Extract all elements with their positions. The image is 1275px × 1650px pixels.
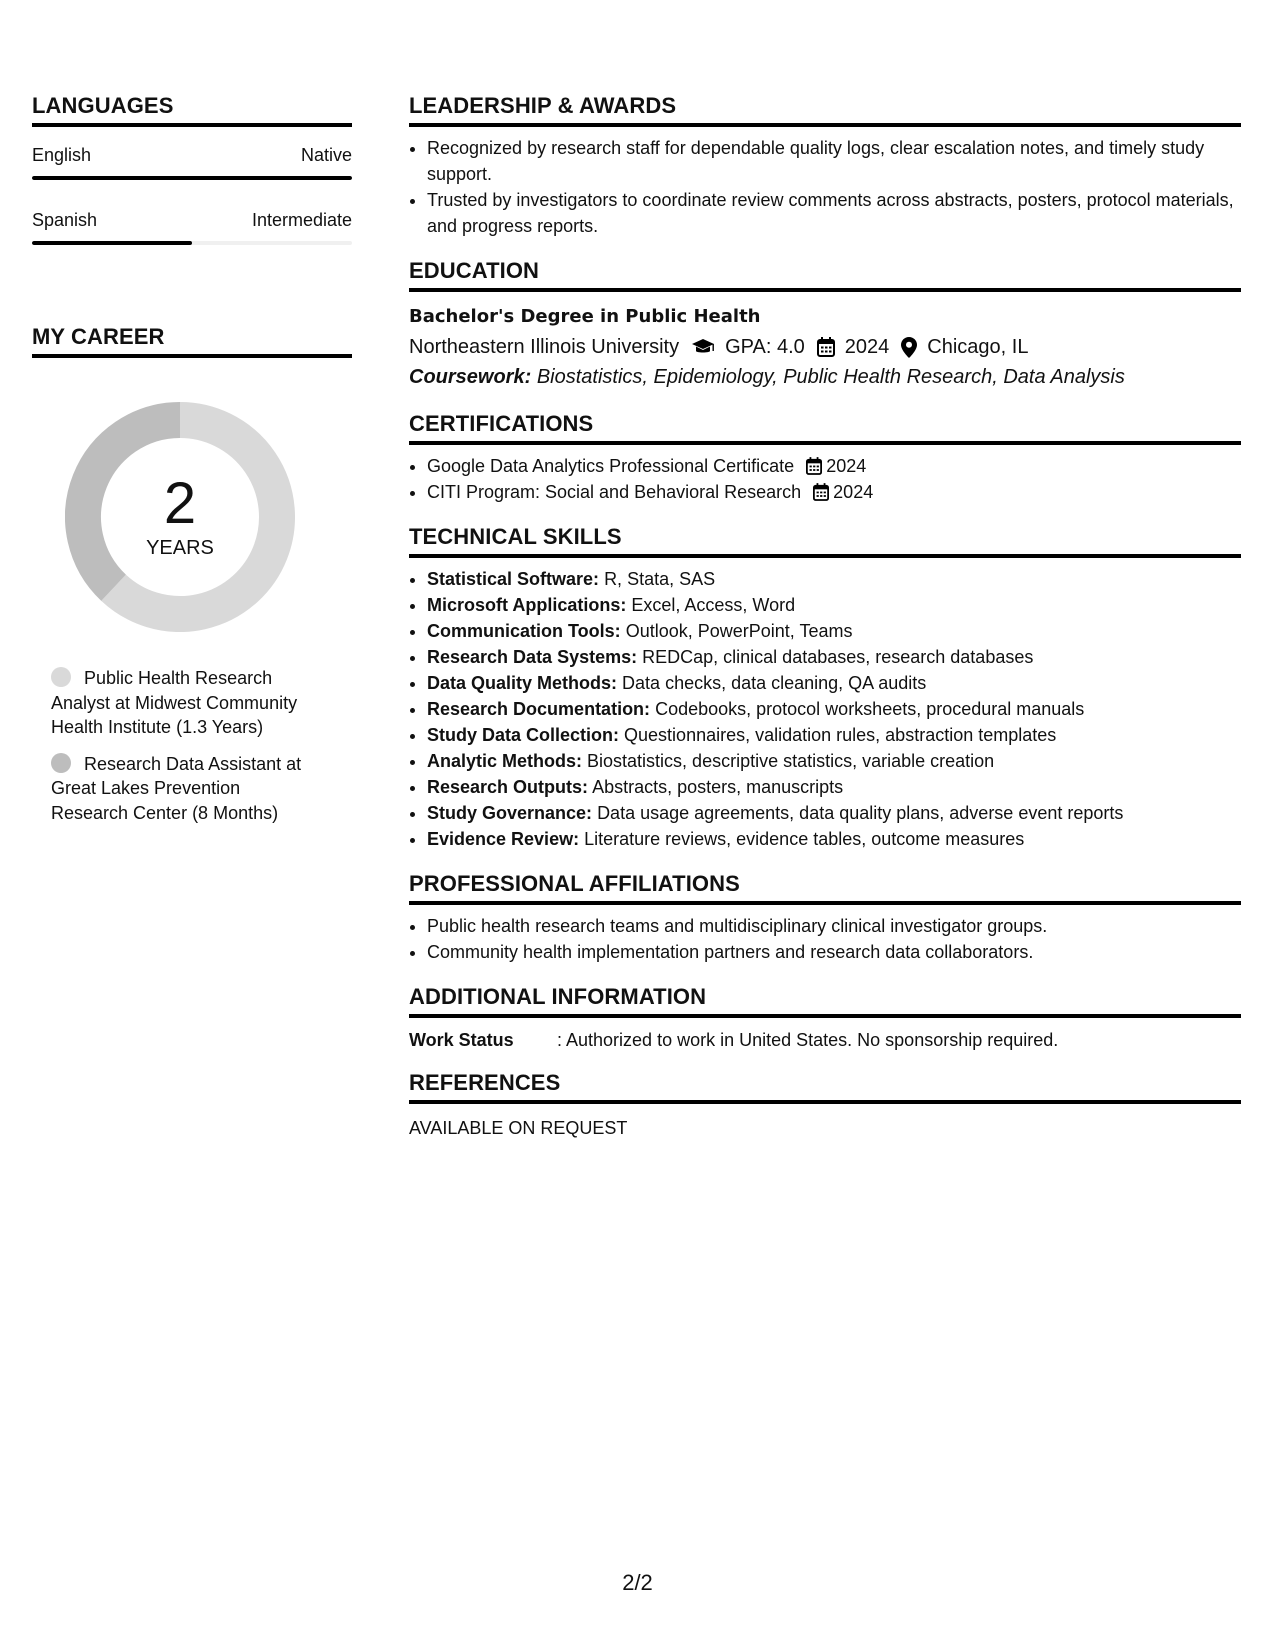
career-item: [51, 752, 321, 826]
list-item: [427, 696, 1241, 722]
list-item: [427, 453, 1241, 479]
list-item: [427, 826, 1241, 852]
list-item: [427, 774, 1241, 800]
list-item: [427, 748, 1241, 774]
skill-label: Research Outputs:: [427, 777, 589, 797]
skill-label: Communication Tools:: [427, 621, 621, 641]
list-item: [427, 479, 1241, 505]
skill-value: Abstracts, posters, manuscripts: [592, 777, 844, 797]
skill-value: Outlook, PowerPoint, Teams: [625, 621, 853, 641]
list-item: • Public health research teams and multidisciplinary clinical investigator groups.: [427, 913, 1241, 939]
language-item-english: [32, 143, 352, 180]
career-legend-dot: [51, 753, 71, 773]
list-item: [427, 644, 1241, 670]
education-school: Northeastern Illinois University: [409, 336, 680, 358]
graduation-cap-icon: [691, 338, 715, 356]
language-proficiency-bar: [32, 176, 352, 180]
list-item: • Community health implementation partners and research data collaborators.: [427, 939, 1241, 965]
affiliations-list: [409, 913, 1241, 965]
career-list: [51, 666, 321, 825]
list-item: [427, 566, 1241, 592]
skill-value: Biostatistics, descriptive statistics, variable creation: [587, 751, 995, 771]
skill-label: Statistical Software:: [427, 569, 600, 589]
list-item: • Recognized by research staff for dependable quality logs, clear escalation notes, and timely study support.: [427, 135, 1241, 187]
education-location: Chicago, IL: [927, 336, 1029, 358]
skill-value: REDCap, clinical databases, research databases: [642, 647, 1034, 667]
language-proficiency-fill: [32, 241, 192, 245]
affiliations-title: PROFESSIONAL AFFILIATIONS: [409, 870, 1241, 905]
leadership-section: [409, 92, 1241, 239]
education-gpa: GPA: 4.0: [725, 336, 805, 358]
career-section: [32, 323, 352, 825]
language-proficiency-fill: [32, 176, 352, 180]
skill-label: Study Data Collection:: [427, 725, 620, 745]
skill-value: Data usage agreements, data quality plans, adverse event reports: [597, 803, 1124, 823]
location-pin-icon: [901, 337, 917, 358]
skill-label: Evidence Review:: [427, 829, 580, 849]
career-item-text: Public Health Research Analyst at Midwest Community Health Institute (1.3 Years): [51, 668, 298, 737]
education-degree: Bachelor's Degree in Public Health: [409, 306, 761, 327]
skill-label: Research Data Systems:: [427, 647, 638, 667]
skill-label: Research Documentation:: [427, 699, 651, 719]
work-status-row: [409, 1030, 1241, 1051]
career-legend-dot: [51, 667, 71, 687]
career-total-unit: YEARS: [146, 537, 214, 559]
additional-info-section: [409, 983, 1241, 1051]
coursework-label: Coursework:: [409, 366, 532, 388]
calendar-icon: [817, 337, 835, 357]
language-item-spanish: [32, 208, 352, 245]
education-year: 2024: [844, 336, 890, 358]
coursework-value: Biostatistics, Epidemiology, Public Health Research, Data Analysis: [536, 366, 1125, 388]
references-section: [409, 1069, 1241, 1139]
career-total-years: 2: [163, 471, 197, 536]
language-name: Spanish: [32, 210, 98, 230]
skill-value: R, Stata, SAS: [604, 569, 716, 589]
certification-year: 2024: [833, 482, 874, 502]
language-proficiency-bar: [32, 241, 352, 245]
certification-year: 2024: [826, 456, 867, 476]
language-name: English: [32, 145, 92, 165]
certification-name: • CITI Program: Social and Behavioral Research: [427, 482, 802, 502]
references-text: AVAILABLE ON REQUEST: [409, 1118, 628, 1138]
languages-title: LANGUAGES: [32, 92, 352, 127]
education-section: [409, 257, 1241, 392]
skills-list: [409, 566, 1241, 852]
career-donut-chart: [65, 402, 295, 632]
list-item: [427, 618, 1241, 644]
languages-section: [32, 92, 352, 245]
leadership-title: LEADERSHIP & AWARDS: [409, 92, 1241, 127]
career-item: [51, 666, 321, 740]
language-level: Native: [300, 145, 352, 165]
list-item: [427, 800, 1241, 826]
education-coursework: [409, 362, 1241, 392]
skill-value: Questionnaires, validation rules, abstraction templates: [624, 725, 1057, 745]
certifications-list: [409, 453, 1241, 505]
certification-name: • Google Data Analytics Professional Certificate: [427, 456, 795, 476]
skills-section: [409, 523, 1241, 852]
leadership-list: [409, 135, 1241, 239]
work-status-label: Work Status: [409, 1030, 514, 1050]
list-item: • Trusted by investigators to coordinate review comments across abstracts, posters, protocol materials, and progress reports.: [427, 187, 1241, 239]
skill-value: Data checks, data cleaning, QA audits: [622, 673, 927, 693]
affiliations-section: [409, 870, 1241, 965]
calendar-icon: [806, 457, 822, 475]
left-column: [32, 92, 352, 837]
skill-label: Microsoft Applications:: [427, 595, 627, 615]
education-title: EDUCATION: [409, 257, 1241, 292]
career-title: MY CAREER: [32, 323, 352, 358]
skill-label: Analytic Methods:: [427, 751, 583, 771]
skill-label: Study Governance:: [427, 803, 593, 823]
skill-value: Codebooks, protocol worksheets, procedural manuals: [655, 699, 1085, 719]
references-title: REFERENCES: [409, 1069, 1241, 1104]
education-details: [409, 332, 1241, 362]
skill-value: Literature reviews, evidence tables, outcome measures: [584, 829, 1025, 849]
skill-label: Data Quality Methods:: [427, 673, 618, 693]
calendar-icon: [813, 483, 829, 501]
career-item-text: Research Data Assistant at Great Lakes Prevention Research Center (8 Months): [51, 753, 302, 823]
certifications-section: [409, 410, 1241, 505]
work-status-value: : Authorized to work in United States. No sponsorship required.: [557, 1030, 1059, 1050]
skills-title: TECHNICAL SKILLS: [409, 523, 1241, 558]
skill-value: Excel, Access, Word: [631, 595, 796, 615]
additional-info-title: ADDITIONAL INFORMATION: [409, 983, 1241, 1018]
right-column: [409, 92, 1241, 1157]
list-item: [427, 670, 1241, 696]
page-number: 2/2: [622, 1570, 653, 1595]
list-item: [427, 722, 1241, 748]
language-level: Intermediate: [251, 210, 352, 230]
certifications-title: CERTIFICATIONS: [409, 410, 1241, 445]
list-item: [427, 592, 1241, 618]
